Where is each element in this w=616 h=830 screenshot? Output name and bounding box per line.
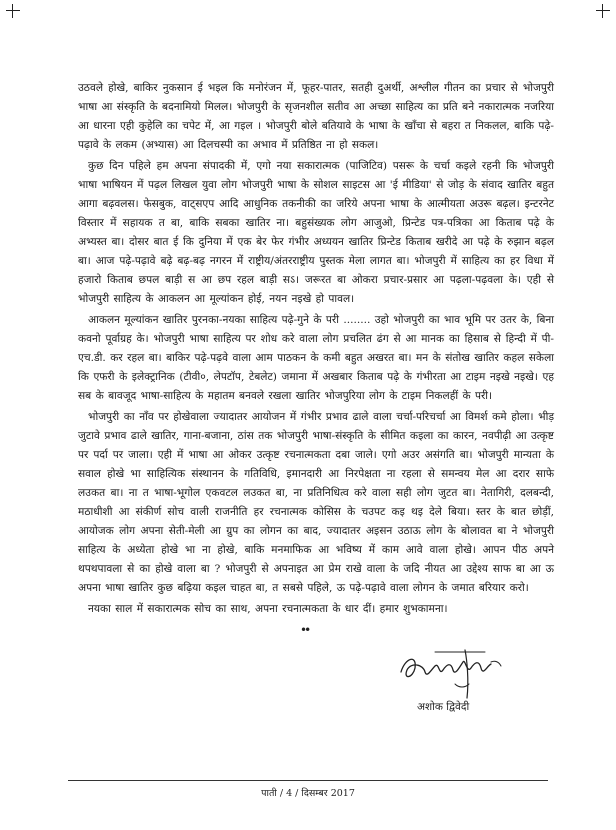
- separator-mark: ••: [300, 623, 309, 637]
- crop-mark-top-right: [596, 4, 610, 18]
- article-body: [78, 79, 554, 621]
- paragraph-4: भोजपुरी का नाँव पर होखेवाला ज्यादातर आयोजन में गंभीर प्रभाव ढाले वाला चर्चा-परिचर्चा आ विमर्श कमे होला। भीड़ जुटावे प्रभाव ढाले खातिर, गाना-बजाना, ठांस तक भोजपुरी भाषा-संस्कृति के सीमित कइला का कारन, नवपीढ़ी आ उत्कृष्ट पर पर्दा पर जाला। एही में भाषा आ ओकर उत्कृष्ट रचनात्मकता दबा जाले। एगो अउर असंगति बा। भोजपुरी मान्यता के सवाल होखे भा साहित्यिक संस्थानन के गतिविधि, इमानदारी आ निरपेक्षता ना रहला से समन्वय मेल आ दरार साफे लउकत बा। ना त भाषा-भूगोल एकवटल लउकत बा, ना प्रतिनिधित्व करे वाला सही लोग जुटत बा। नेतागिरी, दलबन्दी, मठाधीशी आ संकीर्ण सोच वाली राजनीति हर रचनात्मक कोसिस के चउपट कइ थइ देले बिया। स्तर के बात छोड़ीं, आयोजक लोग अपना सेती-मेली आ ग्रुप का लोगन का बाद, ज्यादातर अइसन उठाऊ लोग के बोलावत बा ने भोजपुरी साहित्य के अध्येता होखे भा ना होखे, बाकि मनमाफिक आ भविष्य में काम आवे वाला होखे। आपन पीठ अपने थपथपावला से का होखे वाला बा ? भोजपुरी से अपनाइत आ प्रेम राखे वाला के जदि नीयत आ उद्देश्य साफ बा आ ऊ अपना भाषा खातिर कुछ बढ़िया कइल चाहत बा, त सबसे पहिले, ऊ पढ़े-पढ़ावे वाला लोगन के जमात बरियार करो।: [78, 411, 554, 594]
- paragraph-2: कुछ दिन पहिले हम अपना संपादकी में, एगो नया सकारात्मक (पाजिटिव) पसरू के चर्चा कइले रहनी कि भोजपुरी भाषा भाषियन में पढ़ल लिखल युवा लोग भोजपुरी भाषा के सोशल साइटस आ 'ई मीडिया' से जोड़ के संवाद खातिर बहुत आगा बढ़वलस। फेसबुक, वाट्सएप आदि आधुनिक तकनीकी का जरिये अपना भाषा के आत्मीयता अउरू बढ़ल। इन्टरनेट विस्तार में सहायक त बा, बाकि सबका खातिर ना। बहुसंख्यक लोग आजुओ, प्रिन्टेड पत्र-पत्रिका आ किताब पढ़े के अभ्यस्त बा। दोसर बात ई कि दुनिया में एक बेर फेर गंभीर अध्ययन खातिर प्रिन्टेड किताब खरीदे आ पढ़े के रुझान बढ़ल बा। आज पढ़े-पढ़ावे बढ़े बढ़-बढ़ नगरन में राष्ट्रीय/अंतरराष्ट्रीय पुस्तक मेला लागत बा। भोजपुरी में साहित्य का हर विधा में हजारो किताब छपल बाड़ी स आ छप रहल बाड़ी सऽ। जरूरत बा ओकरा प्रचार-प्रसार आ पढ़ला-पढ़वला के। एही से भोजपुरी साहित्य के आकलन आ मूल्यांकन होई, नयन नइखे हो पावल।: [78, 160, 554, 305]
- page-footer: पाती / 4 / दिसम्बर 2017: [261, 788, 355, 799]
- footer-divider: [68, 780, 548, 781]
- paragraph-5: नयका साल में सकारात्मक सोच का साथ, अपना रचनात्मकता के धार दीं। हमार शुभकामना।: [88, 603, 448, 615]
- paragraph-3: आकलन मूल्यांकन खातिर पुरनका-नयका साहित्य पढ़े-गुने के परी ........ उहो भोजपुरी का भाव भूमि पर उतर के, बिना कवनो पूर्वाग्रह के। भोजपुरी भाषा साहित्य पर शोध करे वाला लोग प्रचलित ढंग से आ मानक का हिसाब से हिन्दी में पी-एच.डी. कर रहल बा। बाकिर पढ़े-पढ़वे वाला आम पाठकन के कमी बहुत अखरत बा। मन के संतोख खातिर कहल सकेला कि एफरी के इलेक्ट्रानिक (टीवी०, लेपटॉप, टेबलेट) जमाना में अखबार किताब पढ़े के गंभीरता आ टाइम नइखे नइखे। एह सब के बावजूद भाषा-साहित्य के महातम बनवले रखला खातिर भोजपुरिया लोग के टाइम निकलहीं के परी।: [78, 314, 554, 402]
- crop-mark-top-left: [6, 4, 20, 18]
- signer-name: अशोक द्विवेदी: [417, 701, 470, 713]
- paragraph-1: उठवले होखे, बाकिर नुकसान ई भइल कि मनोरंजन में, फूहर-पातर, सतही दुअर्थी, अश्लील गीतन का प्रचार से भोजपुरी भाषा आ संस्कृति के बदनामियो मिलल। भोजपुरी के सृजनशील सतीव आ अच्छा साहित्य का प्रति बने नकारात्मक नजरिया आ धारना एही कुहेलि का चपेट में, आ गइल । भोजपुरी बोले बतियावे के भाषा के खाँचा से बहरा त निकलल, बाकि पढ़े-पढ़ावे के लकम (अभ्यास) आ दिलचस्पी का अभाव में प्रतिष्ठित ना हो सकल।: [78, 82, 554, 151]
